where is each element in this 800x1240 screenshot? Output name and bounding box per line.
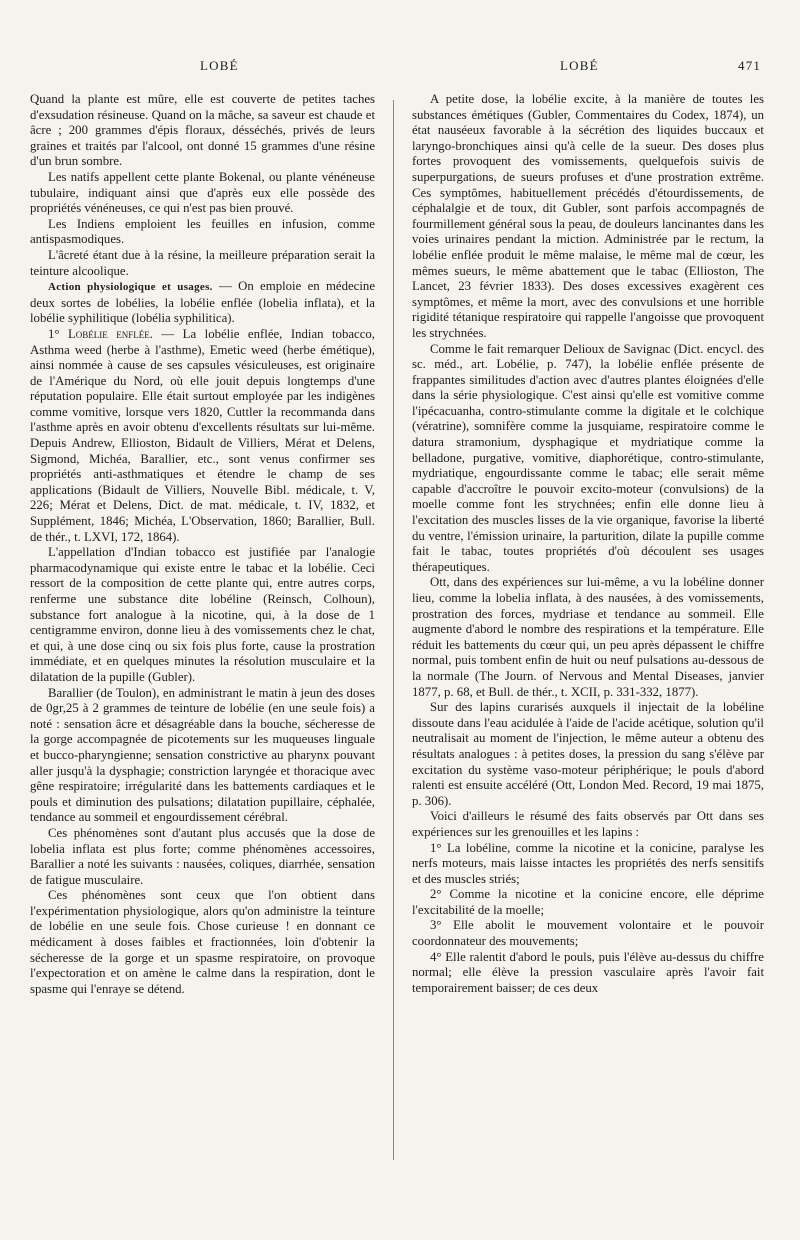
paragraph: Les natifs appellent cette plante Bokenal, ou plante vénéneuse tubulaire, indiquant ainsi que d'après eux elle possède des propriétés vénéneuses, ce qui n'est pas bien prouvé. (30, 169, 375, 216)
page-number: 471 (738, 58, 762, 73)
running-head-left: LOBÉ (200, 58, 239, 73)
paragraph-text: — La lobélie enflée, Indian tobacco, Asthma weed (herbe à l'asthme), Emetic weed (herbe émétique), ainsi nommée à cause de ses capsules vésiculeuses, est originaire de l'Amérique du Nord, où elle jouit depuis longtemps d'une réputation populaire. Elle était surtout employée par les indigènes comme vomitive, lorsque vers 1820, Cuttler la recommanda dans l'asthme après en avoir obtenu d'excellents résultats sur lui-même. Depuis Andrew, Ellioston, Bidault de Villiers, Mérat et Delens, Sigmond, Michéa, Barallier, etc., sont venus confirmer ses propriétés anti-asthmatiques et étendre le champ de ses applications (Bidault de Villiers, Nouvelle Bibl. médicale, t. V, 226; Mérat et Delens, Dict. de mat. médicale, t. IV, 1832, et Supplément, 1846; Michéa, L'Observation, 1860; Barallier, Bull. de thér., t. LXVI, 172, 1864). (30, 326, 375, 544)
paragraph: L'âcreté étant due à la résine, la meilleure préparation serait la teinture alcoolique. (30, 247, 375, 278)
paragraph: Ott, dans des expériences sur lui-même, a vu la lobéline donner lieu, comme la lobelia inflata, à des nausées, à des vomissements, prostration des forces, mydriase et tendance au sommeil. Elle augmente d'abord le nombre des respirations et la température. Elle réduit les battements du cœur qui, un peu après dépassent le chiffre normal, puis tombent enfin de huit ou neuf pulsations au-dessous de la normale (The Journ. of Nervous and Mental Diseases, janvier 1877, p. 68, et Bull. de thér., t. XCII, p. 331-332, 1877). (412, 575, 764, 699)
paragraph: Voici d'ailleurs le résumé des faits observés par Ott dans ses expériences sur les grenouilles et les lapins : (412, 809, 764, 839)
paragraph (30, 327, 375, 545)
paragraph: A petite dose, la lobélie excite, à la manière de toutes les substances émétiques (Gubler, Commentaires du Codex, 1874), un état nauséeux favorable à la sécrétion des liquides buccaux et laryngo-bronchiques ainsi qu'à celle de la sueur. Des doses plus fortes provoquent des vomissements, quelquefois suivis de superpurgations, de sueurs profuses et d'une prostration extrême. Ces symptômes, habituellement précédés d'étourdissements, de céphalalgie et de toux, dit Gubler, sont parfois accompagnés de fourmillement général sous la peau, de douleurs lancinantes dans les voies urinaires pendant la miction. Administrée par le rectum, la lobélie enflée produit le même malaise, le même mal de cœur, les mêmes sueurs, le même abattement que le tabac (Ellioston, The Lancet, 23 février 1833). Des doses excessives exagèrent ces symptômes, et même la mort, avec des convulsions et une horrible rigidité tétanique respiratoire qui rappelle l'angoisse que provoquent les strychnées. (412, 92, 764, 340)
paragraph (30, 279, 375, 327)
paragraph: Ces phénomènes sont d'autant plus accusés que la dose de lobelia inflata est plus forte; comme phénomènes accessoires, Barallier a noté les suivants : nausées, coliques, diarrhée, sensation de fatigue musculaire. (30, 825, 375, 887)
paragraph: Les Indiens emploient les feuilles en infusion, comme antispasmodiques. (30, 216, 375, 247)
paragraph: Barallier (de Toulon), en administrant le matin à jeun des doses de 0gr,25 à 2 grammes de teinture de lobélie (en une seule fois) a noté : sensation âcre et désagréable dans la bouche, sécheresse de la gorge accompagnée de picotements sur les muqueuses linguale et bucco-pharyngienne; sensation constrictive au pharynx pouvant aller jusqu'à la dysphagie; constriction laryngée et thoracique avec gêne respiratoire; irrégularité dans les battements cardiaques et le pouls et diminution des pulsations; dilatation pupillaire, céphalée, tendance au sommeil et engourdissement cérébral. (30, 685, 375, 825)
section-heading: Action physiologique et usages. (48, 281, 213, 294)
paragraph: Quand la plante est mûre, elle est couverte de petites taches d'exsudation résineuse. Quand on la mâche, sa saveur est chaude et âcre ; 200 grammes d'épis floraux, désséchés, privés de leurs graines et traités par l'alcool, ont donné 15 grammes d'une résine d'un brun sombre. (30, 92, 375, 169)
left-column (30, 92, 375, 997)
paragraph: Ces phénomènes sont ceux que l'on obtient dans l'expérimentation physiologique, alors qu'on administre la teinture de lobélie en une seule fois. Chose curieuse ! en donnant ce médicament à doses faibles et fractionnées, loin d'obtenir la sécheresse de la gorge et un spasme respiratoire, on provoque l'expectoration et on amène le calme dans la respiration, dont le spasme qui l'enraye se détend. (30, 888, 375, 996)
right-column (412, 92, 764, 996)
paragraph: Sur des lapins curarisés auxquels il injectait de la lobéline dissoute dans l'eau acidulée à l'aide de l'acide acétique, solution qu'il neutralisait au moment de l'injection, le même auteur a obtenu des résultats analogues : à petites doses, la pression du sang s'élève par excitation du système vaso-moteur périphérique; le pouls d'abord ralenti est ensuite accéléré (Ott, London Med. Record, 19 mai 1875, p. 306). (412, 700, 764, 808)
subsection-heading: 1° Lobélie enflée. (48, 326, 153, 341)
running-head-right: LOBÉ (560, 58, 599, 73)
column-divider (393, 100, 394, 1160)
list-item: 1° La lobéline, comme la nicotine et la conicine, paralyse les nerfs moteurs, mais laisse intactes les propriétés des nerfs sensitifs et des muscles striés; (412, 840, 764, 886)
paragraph: Comme le fait remarquer Delioux de Savignac (Dict. encycl. des sc. méd., art. Lobélie, p. 747), la lobélie enflée présente de frappantes similitudes d'action avec d'autres plantes éloignées d'elle dans la série physiologique. C'est ainsi qu'elle est vomitive comme l'ipécacuanha, contro-stimulante comme la digitale et le colchique (vératrine), somnifère comme la jusquiame, respiratoire comme le datura stramonium, dysphagique et mydriatique comme la belladone, purgative, vomitive, diaphorétique, contro-stimulante, mydriatique, engourdissante comme le tabac; elle serait même capable d'accroître le pouvoir excito-moteur (convulsions) de la moelle comme font les strychnées; enfin elle donne lieu à l'excitation des muscles lisses de la vie organique, favorise la liberté du ventre, l'émission urinaire, la parturition, dilate la pupille comme fait le tabac, toutes propriétés d'où découlent ses usages thérapeutiques. (412, 341, 764, 574)
list-item: 3° Elle abolit le mouvement volontaire et le pouvoir coordonnateur des mouvements; (412, 918, 764, 949)
list-item: 4° Elle ralentit d'abord le pouls, puis l'élève au-dessus du chiffre normal; elle élève la pression vasculaire après l'avoir fait temporairement baisser; de ces deux (412, 949, 764, 995)
paragraph-text: — On emploie en médecine deux sortes de lobélies, la lobélie enflée (lobelia inflata), et la lobélie syphilitique (lobélia syphilitica). (30, 279, 375, 326)
list-item: 2° Comme la nicotine et la conicine encore, elle déprime l'excitabilité de la moelle; (412, 887, 764, 917)
paragraph: L'appellation d'Indian tobacco est justifiée par l'analogie pharmacodynamique qui existe entre le tabac et la lobélie. Ceci ressort de la composition de cette plante qui, entre autres corps, renferme une substance dite lobéline (Reinsch, Colhoun), substance fort analogue à la nicotine, qui, à la dose de 1 centigramme environ, donne lieu à des vomissements chez le chat, et qui, à une dose cinq ou six fois plus forte, cause la prostration immédiate, et en quelques minutes la résolution musculaire et la dilatation de la pupille (Gubler). (30, 545, 375, 684)
